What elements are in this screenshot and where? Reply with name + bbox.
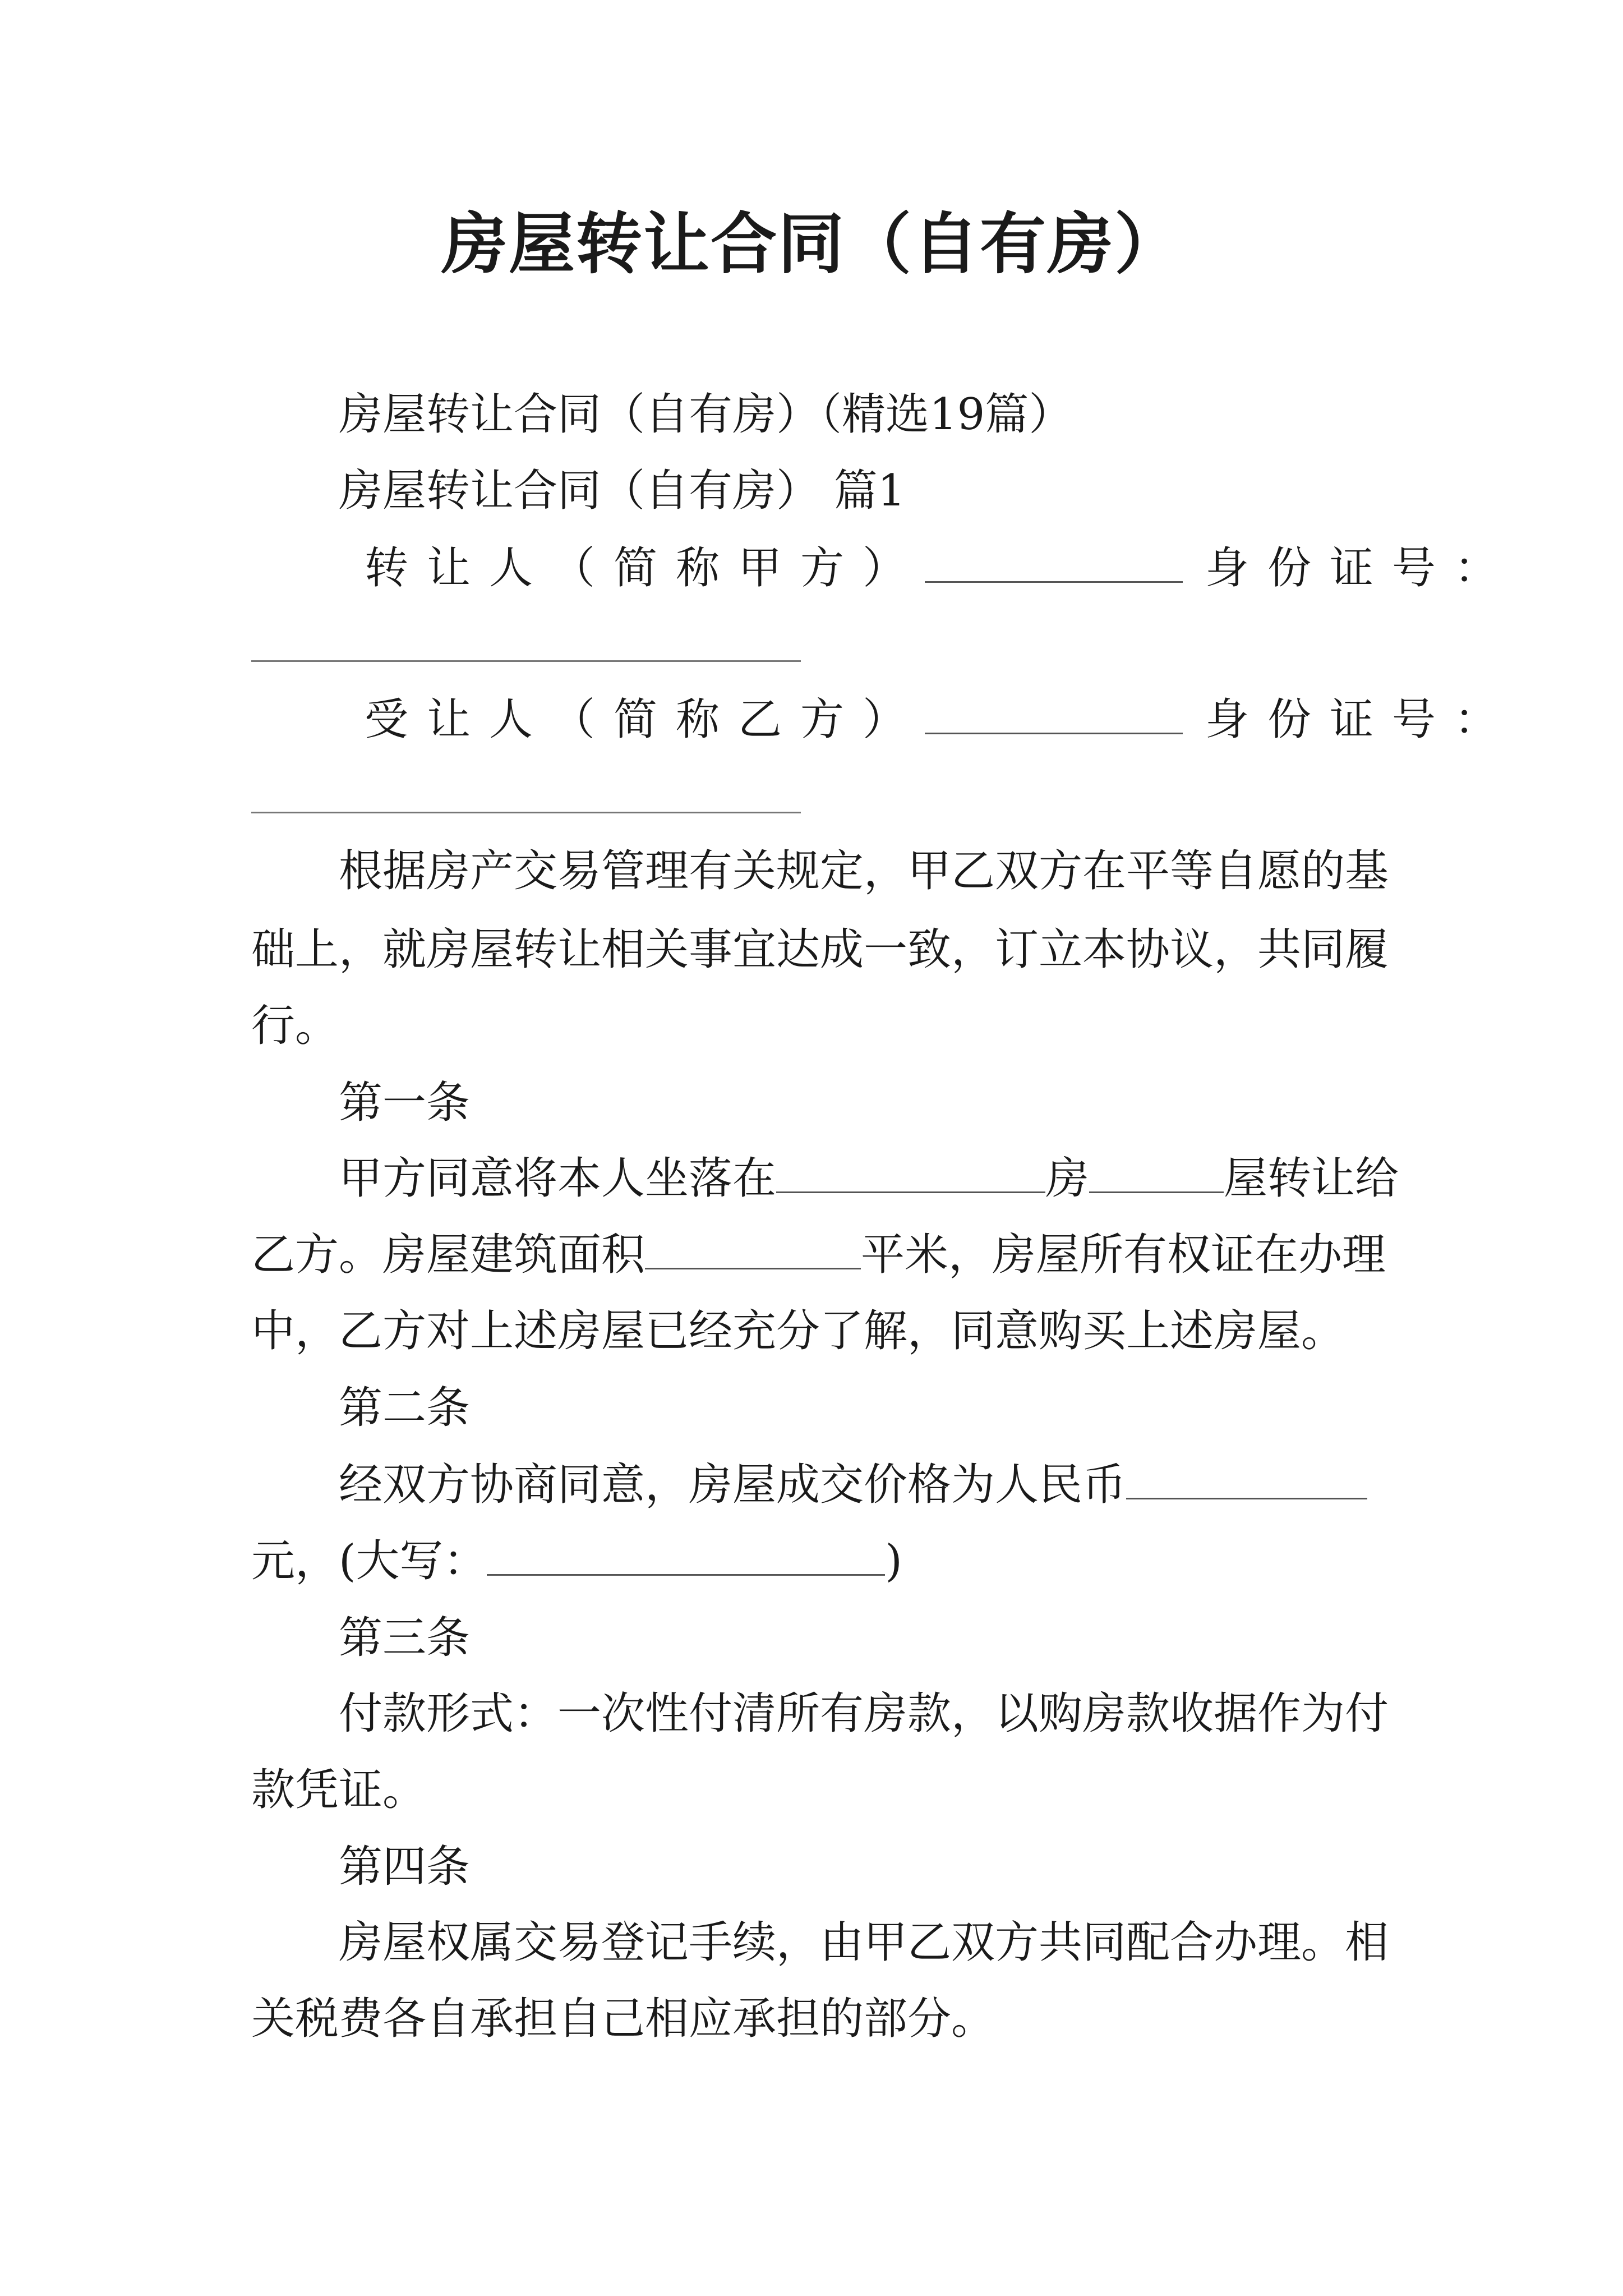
buyer-label: 受让人（简称乙方） [365,694,925,745]
article-4-line-2: 关税费各自承担自己相应承担的部分。 [251,1994,995,2044]
article-1-line-1 [251,1139,1399,1218]
buyer-name-blank [925,698,1183,734]
article-2-line-1 [251,1446,1390,1524]
article-3-line-1: 付款形式：一次性付清所有房款，以购房款收据作为付 [339,1688,1389,1739]
intro-line-1: 根据房产交易管理有关规定，甲乙双方在平等自愿的基 [339,846,1389,896]
article-3-line-2: 款凭证。 [251,1765,427,1815]
chapter-heading: 房屋转让合同（自有房） 篇1 [339,466,906,516]
price-blank [1126,1463,1367,1499]
article-2-text-b: 元，(大写： [251,1536,487,1586]
seller-line [365,529,1517,608]
article-1-heading: 第一条 [339,1078,471,1128]
article-1-line-3: 中，乙方对上述房屋已经充分了解，同意购买上述房屋。 [251,1306,1345,1356]
article-4-heading: 第四条 [339,1842,471,1892]
location-blank [776,1157,1045,1193]
article-1-text-d: 乙方。房屋建筑面积 [251,1230,645,1280]
article-2-text-a: 经双方协商同意，房屋成交价格为人民币 [339,1460,1127,1510]
article-1-line-2 [251,1216,1390,1294]
collection-heading: 房屋转让合同（自有房）（精选19篇） [339,389,1073,440]
seller-id-label: 身份证号： [1205,543,1517,593]
buyer-id-label: 身份证号： [1205,694,1517,745]
seller-name-blank [925,546,1183,583]
buyer-id-blank [251,812,801,813]
buyer-line [365,680,1517,759]
article-2-line-2 [251,1522,1390,1600]
article-2-text-c: ) [885,1536,902,1586]
article-1-text-c: 屋转让给 [1224,1153,1399,1204]
intro-line-3: 行。 [251,1001,339,1051]
document-title: 房屋转让合同（自有房） [441,205,1182,283]
article-2-heading: 第二条 [339,1383,471,1433]
seller-label: 转让人（简称甲方） [365,543,925,593]
article-4-line-1: 房屋权属交易登记手续，由甲乙双方共同配合办理。相 [339,1917,1389,1968]
article-1-text-a: 甲方同意将本人坐落在 [339,1153,777,1204]
area-blank [645,1233,861,1269]
article-3-heading: 第三条 [339,1613,471,1663]
article-1-text-b: 房 [1045,1153,1090,1204]
intro-line-2: 础上，就房屋转让相关事宜达成一致，订立本协议，共同履 [251,924,1389,975]
seller-id-blank [251,660,801,662]
price-words-blank [487,1539,885,1576]
article-1-text-e: 平米，房屋所有权证在办理 [861,1230,1386,1280]
room-blank [1089,1157,1224,1193]
